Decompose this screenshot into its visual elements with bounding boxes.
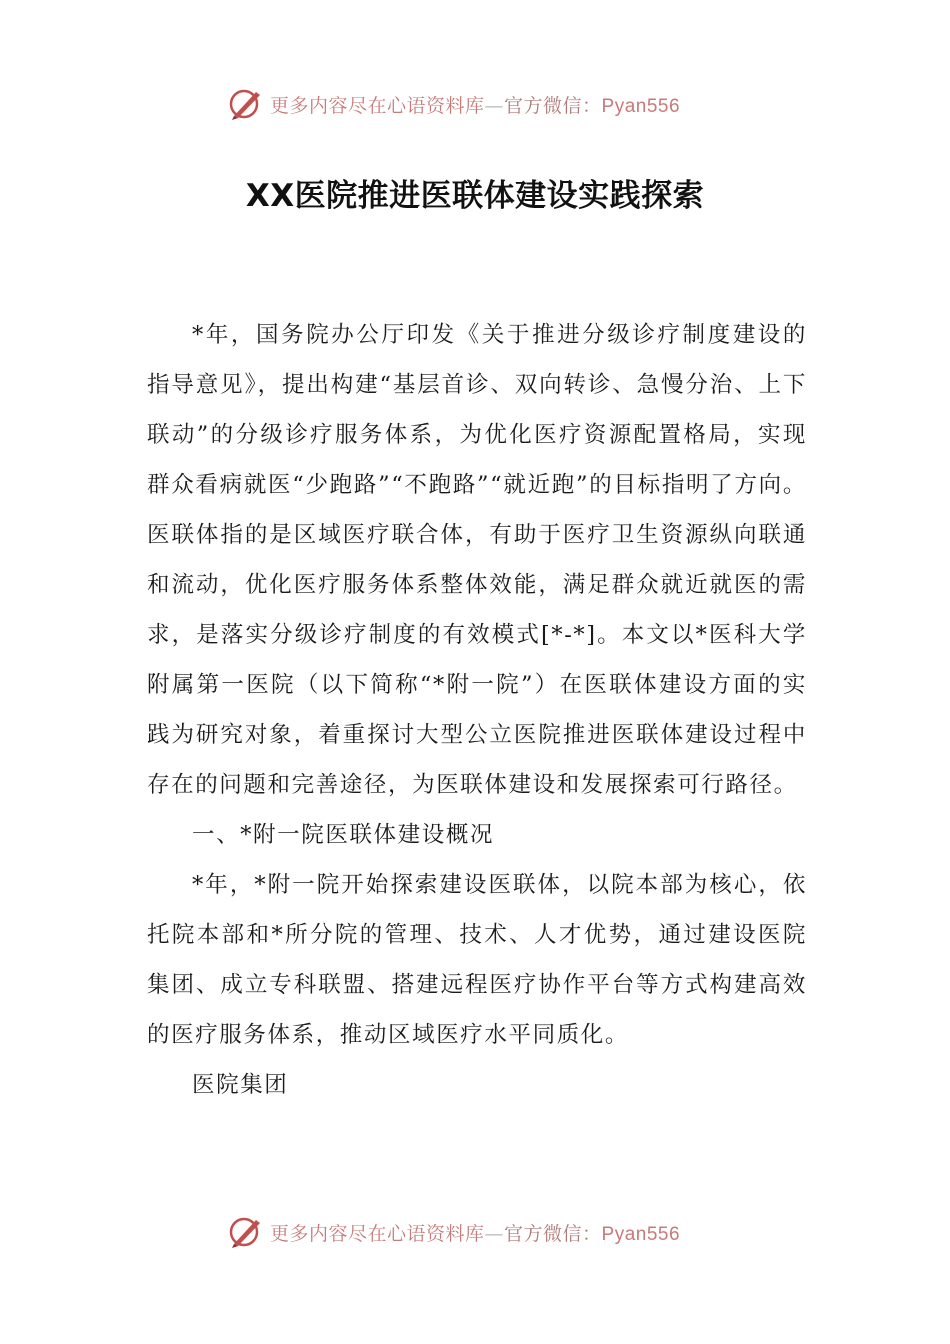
watermark-lead-text: 更多内容尽在心语资料库 bbox=[270, 94, 485, 117]
watermark-wechat-id: Pyan556 bbox=[601, 95, 681, 117]
watermark-wechat-id: Pyan556 bbox=[601, 1223, 681, 1245]
paragraph-intro: *年，国务院办公厅印发《关于推进分级诊疗制度建设的指导意见》，提出构建“基层首诊、双向转诊、急慢分治、上下联动”的分级诊疗服务体系，为优化医疗资源配置格局，实现群众看病就医“少跑路”“不跑路”“就近跑”的目标指明了方向。医联体指的是区域医疗联合体，有助于医疗卫生资源纵向联通和流动，优化医疗服务体系整体效能，满足群众就近就医的需求，是落实分级诊疗制度的有效模式[*-*]。本文以*医科大学附属第一医院（以下简称“*附一院”）在医联体建设方面的实践为研究对象，着重探讨大型公立医院推进医联体建设过程中存在的问题和完善途径，为医联体建设和发展探索可行路径。 bbox=[147, 322, 807, 798]
pen-logo-icon bbox=[228, 1214, 264, 1250]
subheading-hospital-group: 医院集团 bbox=[192, 1072, 289, 1098]
paragraph-overview: *年，*附一院开始探索建设医联体，以院本部为核心，依托院本部和*所分院的管理、技术、人才优势，通过建设医院集团、成立专科联盟、搭建远程医疗协作平台等方式构建高效的医疗服务体系，推动区域医疗水平同质化。 bbox=[147, 872, 807, 1048]
footer-watermark bbox=[228, 1212, 728, 1252]
watermark-wechat-label: 官方微信： bbox=[504, 94, 602, 117]
document-body bbox=[147, 310, 807, 1110]
document-title: XX医院推进医联体建设实践探索 bbox=[245, 178, 705, 214]
watermark-lead-text: 更多内容尽在心语资料库 bbox=[270, 1222, 485, 1245]
watermark-dash: — bbox=[484, 94, 505, 117]
watermark-dash: — bbox=[484, 1222, 505, 1245]
header-watermark bbox=[228, 84, 728, 124]
watermark-wechat-label: 官方微信： bbox=[504, 1222, 602, 1245]
pen-logo-icon bbox=[228, 86, 264, 122]
section-heading-1: 一、*附一院医联体建设概况 bbox=[192, 822, 495, 848]
